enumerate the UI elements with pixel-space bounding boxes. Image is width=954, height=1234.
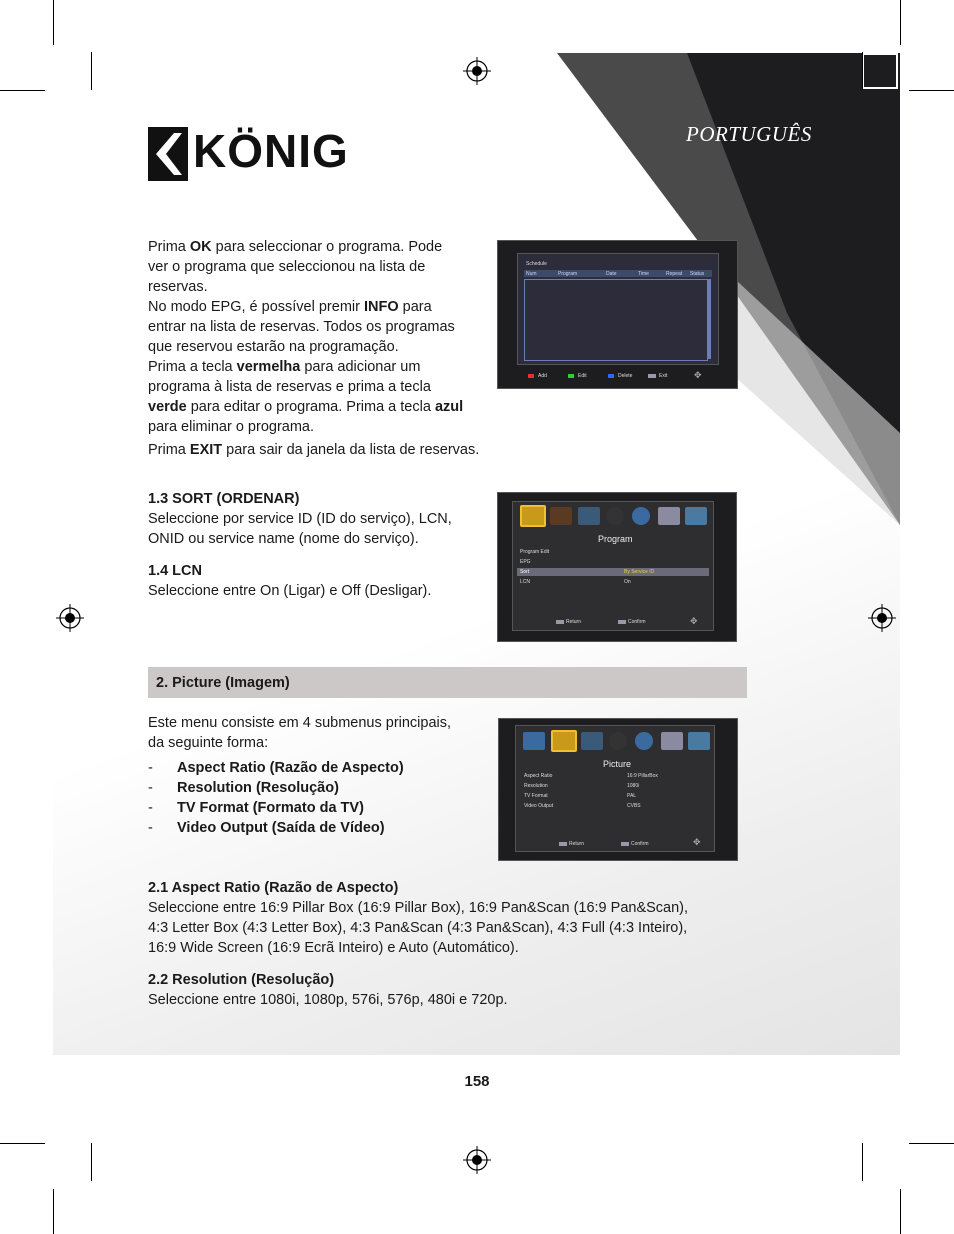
language-label: PORTUGUÊS	[686, 122, 812, 146]
confirm-key-icon	[621, 842, 629, 846]
sort-section: 1.3 SORT (ORDENAR) Seleccione por service ID (ID do serviço), LCN, ONID ou service name (nome do serviço).	[148, 489, 488, 549]
lcn-section: 1.4 LCN Seleccione entre On (Ligar) e Off (Desligar).	[148, 561, 488, 601]
column-header: Status	[690, 271, 705, 277]
blue-key-icon	[608, 374, 614, 378]
corner-frame	[862, 53, 898, 89]
menu-row: Video Output	[524, 803, 554, 809]
footer-label: Exit	[659, 373, 668, 379]
registration-mark-icon	[463, 1146, 491, 1174]
footer-label: Return	[566, 619, 582, 625]
aspect-ratio-section: 2.1 Aspect Ratio (Razão de Aspecto) Seleccione entre 16:9 Pillar Box (16:9 Pillar Box), 16:9 Pan&Scan (16:9 Pan&Scan), 4:3 Letter Box (4:3 Letter Box), 4:3 Pan&Scan (4:3 Pan&Scan), 4:3 Full (4:3 Inteiro), 16:9 Wide Screen (16:9 Ecrã Inteiro) e Auto (Automático).	[148, 878, 748, 958]
program-menu-icon	[523, 732, 545, 750]
resolution-section: 2.2 Resolution (Resolução) Seleccione entre 1080i, 1080p, 576i, 576p, 480i e 720p.	[148, 970, 748, 1010]
green-key-icon	[568, 374, 574, 378]
program-menu-icon	[520, 505, 546, 527]
system-menu-icon	[658, 507, 680, 525]
exit-key-icon	[648, 374, 656, 378]
option-menu-icon	[632, 507, 650, 525]
list-item: - TV Format (Formato da TV)	[148, 798, 488, 818]
section-heading: 2. Picture (Imagem)	[156, 675, 290, 691]
sort-heading: 1.3 SORT (ORDENAR)	[148, 491, 300, 507]
resolution-heading: 2.2 Resolution (Resolução)	[148, 972, 335, 988]
red-key-icon	[528, 374, 534, 378]
picture-menu-icon	[550, 507, 572, 525]
list-item: - Resolution (Resolução)	[148, 778, 488, 798]
program-title: Program	[598, 534, 633, 544]
column-header: Repeat	[666, 271, 683, 277]
crop-mark	[909, 1143, 954, 1144]
menu-row-value: CVBS	[627, 803, 641, 809]
confirm-key-icon	[618, 620, 626, 624]
footer-label: Confirm	[631, 841, 649, 847]
brand-logo-text: KÖNIG	[193, 125, 349, 177]
list-item: - Video Output (Saída de Vídeo)	[148, 818, 488, 838]
navigation-pad-icon: ✥	[690, 616, 698, 626]
program-screenshot	[497, 492, 737, 642]
menu-row: Program Edit	[520, 549, 550, 555]
time-menu-icon	[609, 732, 627, 750]
schedule-panel	[517, 253, 719, 365]
crop-mark	[0, 90, 45, 91]
tools-menu-icon	[685, 507, 707, 525]
column-header: Time	[638, 271, 649, 277]
tools-menu-icon	[688, 732, 710, 750]
column-header: Date	[606, 271, 617, 277]
return-key-icon	[559, 842, 567, 846]
crop-mark	[91, 1143, 92, 1181]
schedule-title: Schedule	[526, 261, 547, 267]
list-item: - Aspect Ratio (Razão de Aspecto)	[148, 758, 488, 778]
search-menu-icon	[578, 507, 600, 525]
column-header: Program	[558, 271, 578, 277]
menu-row: TV Format	[524, 793, 548, 799]
picture-title: Picture	[603, 759, 632, 769]
crop-mark	[909, 90, 954, 91]
picture-intro: Este menu consiste em 4 submenus principais, da seguinte forma: - Aspect Ratio (Razão de Aspecto) - Resolution (Resolução) - TV Format (Formato da TV) - Video Output (Saída de Vídeo)	[148, 713, 488, 838]
menu-row: EPG	[520, 559, 531, 565]
menu-row: LCN	[520, 579, 531, 585]
crop-mark	[900, 1189, 901, 1234]
time-menu-icon	[606, 507, 624, 525]
schedule-description: Prima OK para seleccionar o programa. Pode ver o programa que seleccionou na lista de reservas. No modo EPG, é possível premir INFO para entrar na lista de reservas. Todos os programas que reservou estarão na programação. Prima a tecla vermelha para adicionar um programa à lista de reservas e prima a tecla verde para editar o programa. Prima a tecla azul para eliminar o programa. Prima EXIT para sair da janela da lista de reservas.	[148, 239, 480, 458]
navigation-pad-icon: ✥	[694, 370, 702, 380]
registration-mark-icon	[463, 57, 491, 85]
crop-mark	[0, 1143, 45, 1144]
submenu-list	[148, 758, 488, 838]
konig-logo-icon	[148, 127, 188, 181]
lcn-heading: 1.4 LCN	[148, 563, 202, 579]
footer-label: Confirm	[628, 619, 646, 625]
menu-row-value: 16:9 PillarBox	[627, 773, 658, 779]
crop-mark	[53, 0, 54, 45]
crop-mark	[900, 0, 901, 45]
page-number: 158	[464, 1073, 490, 1090]
menu-row: Aspect Ratio	[524, 773, 553, 779]
registration-mark-icon	[56, 604, 84, 632]
footer-label: Add	[538, 373, 547, 379]
menu-row-selected: Sort	[520, 569, 530, 575]
menu-row-value: By Service ID	[624, 569, 655, 575]
menu-row-value: 1080i	[627, 783, 640, 789]
footer-label: Edit	[578, 373, 587, 379]
return-key-icon	[556, 620, 564, 624]
crop-mark	[862, 52, 863, 90]
navigation-pad-icon: ✥	[693, 837, 701, 847]
aspect-ratio-heading: 2.1 Aspect Ratio (Razão de Aspecto)	[148, 880, 399, 896]
menu-row-value: PAL	[627, 793, 637, 799]
system-menu-icon	[661, 732, 683, 750]
menu-row-value: On	[624, 579, 631, 585]
picture-screenshot	[498, 718, 738, 861]
option-menu-icon	[635, 732, 653, 750]
column-header: Num	[526, 271, 537, 277]
crop-mark	[862, 1143, 863, 1181]
crop-mark	[91, 52, 92, 90]
footer-label: Delete	[618, 373, 633, 379]
picture-menu-icon	[551, 730, 577, 752]
schedule-screenshot	[497, 240, 738, 389]
menu-row: Resolution	[524, 783, 548, 789]
registration-mark-icon	[868, 604, 896, 632]
crop-mark	[53, 1189, 54, 1234]
search-menu-icon	[581, 732, 603, 750]
footer-label: Return	[569, 841, 585, 847]
